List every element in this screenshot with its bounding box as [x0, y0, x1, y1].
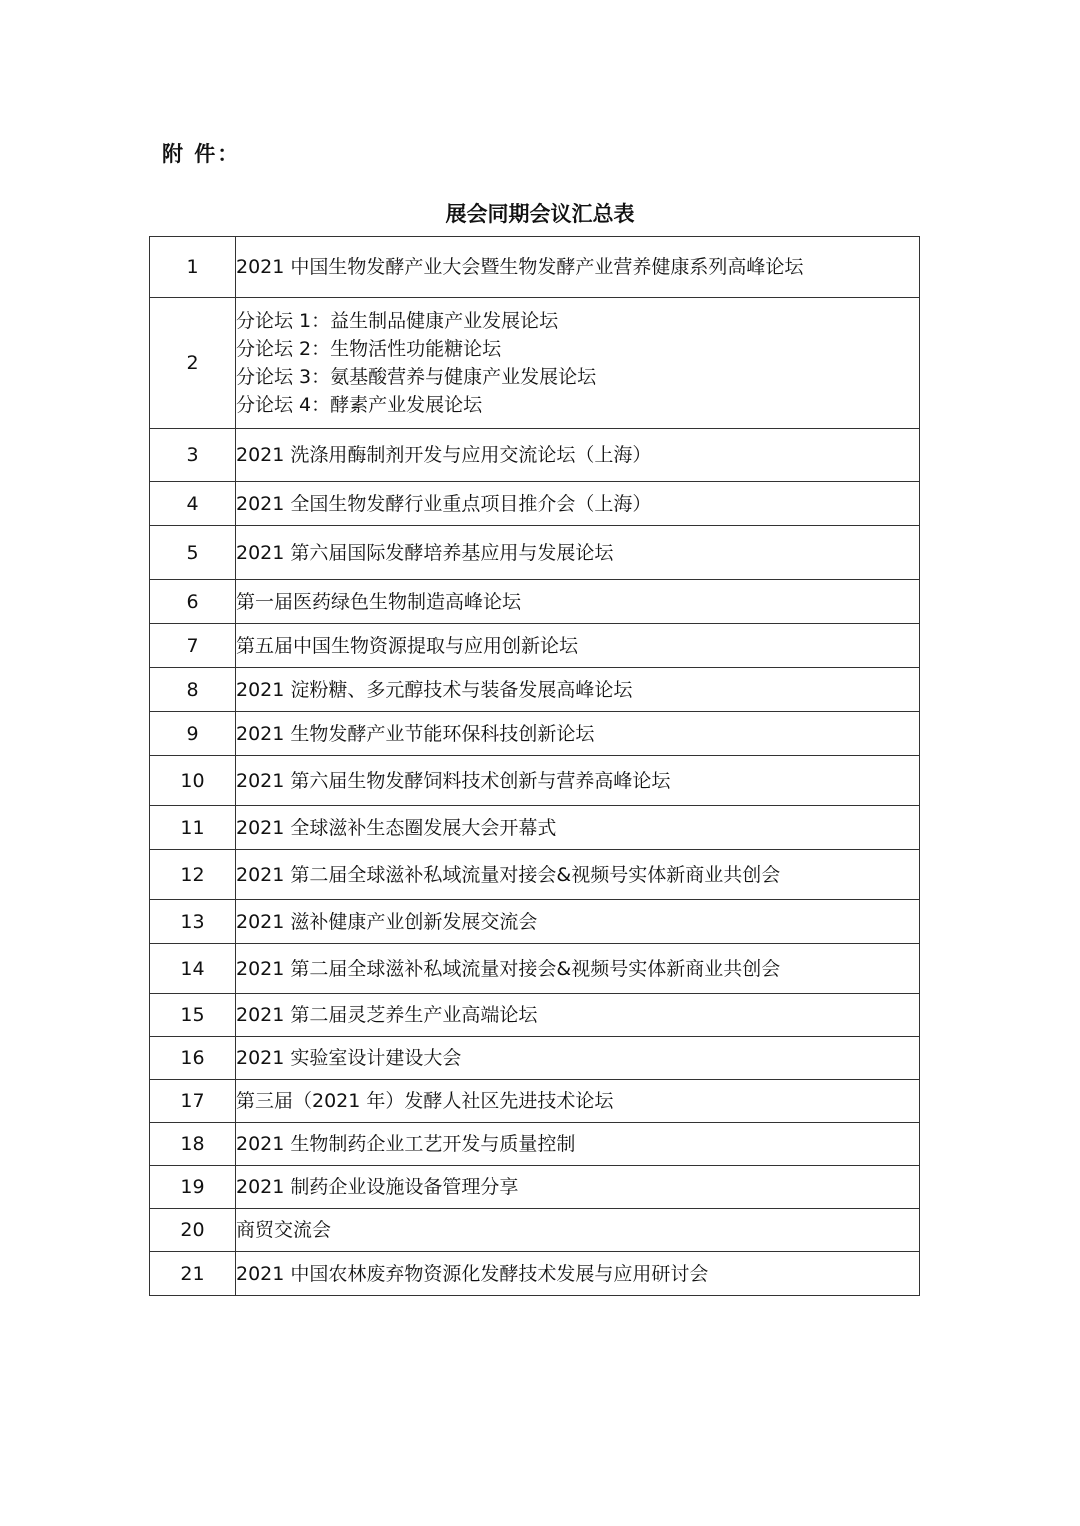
meeting-name: 2021 生物发酵产业节能环保科技创新论坛 [236, 722, 595, 745]
row-number: 10 [150, 756, 236, 806]
meeting-name-cell [236, 1166, 920, 1209]
table-row [150, 806, 920, 850]
meeting-name-cell [236, 1209, 920, 1252]
meeting-name: 2021 生物制药企业工艺开发与质量控制 [236, 1133, 576, 1155]
row-number: 1 [150, 237, 236, 298]
meeting-name-cell [236, 1252, 920, 1296]
table-body [150, 237, 920, 1296]
row-number: 16 [150, 1037, 236, 1080]
table-row [150, 429, 920, 482]
meeting-name: 2021 中国生物发酵产业大会暨生物发酵产业营养健康系列高峰论坛 [236, 256, 804, 278]
meeting-name: 2021 实验室设计建设大会 [236, 1047, 462, 1069]
table-row [150, 850, 920, 900]
row-number: 9 [150, 712, 236, 756]
meeting-name: 商贸交流会 [236, 1219, 332, 1241]
table-row [150, 298, 920, 429]
row-number: 11 [150, 806, 236, 850]
table-row [150, 994, 920, 1037]
table-row [150, 1123, 920, 1166]
meeting-name-cell [236, 429, 920, 482]
meeting-name-cell [236, 1123, 920, 1166]
table-row [150, 712, 920, 756]
table-row [150, 237, 920, 298]
meeting-name: 2021 制药企业设施设备管理分享 [236, 1176, 519, 1198]
table-row [150, 1209, 920, 1252]
meeting-name: 2021 全国生物发酵行业重点项目推介会（上海） [236, 492, 652, 515]
meeting-name-cell [236, 756, 920, 806]
meeting-name: 分论坛 2：生物活性功能糖论坛 [236, 338, 502, 360]
meeting-name-cell [236, 668, 920, 712]
table-row [150, 900, 920, 944]
meeting-name: 2021 中国农林废弃物资源化发酵技术发展与应用研讨会 [236, 1262, 709, 1285]
meeting-name-cell [236, 850, 920, 900]
row-number: 17 [150, 1080, 236, 1123]
row-number: 2 [150, 298, 236, 429]
meeting-summary-table [149, 236, 920, 1296]
row-number: 4 [150, 482, 236, 526]
meeting-name: 第五届中国生物资源提取与应用创新论坛 [236, 634, 579, 657]
row-number: 3 [150, 429, 236, 482]
table-row [150, 1037, 920, 1080]
meeting-name-cell [236, 482, 920, 526]
meeting-name: 2021 淀粉糖、多元醇技术与装备发展高峰论坛 [236, 678, 633, 701]
page-title: 展会同期会议汇总表 [445, 202, 635, 226]
meeting-name: 第三届（2021 年）发酵人社区先进技术论坛 [236, 1090, 614, 1112]
table-row [150, 482, 920, 526]
row-number: 13 [150, 900, 236, 944]
meeting-name-cell [236, 712, 920, 756]
meeting-name-cell [236, 237, 920, 298]
row-number: 7 [150, 624, 236, 668]
table-row [150, 756, 920, 806]
row-number: 19 [150, 1166, 236, 1209]
meeting-name-cell [236, 580, 920, 624]
table-row [150, 526, 920, 580]
meeting-name: 分论坛 4：酵素产业发展论坛 [236, 394, 483, 416]
row-number: 20 [150, 1209, 236, 1252]
table-row [150, 1080, 920, 1123]
table-row [150, 668, 920, 712]
meeting-name: 2021 第二届灵芝养生产业高端论坛 [236, 1004, 538, 1026]
meeting-name-cell [236, 944, 920, 994]
row-number: 15 [150, 994, 236, 1037]
row-number: 5 [150, 526, 236, 580]
row-number: 14 [150, 944, 236, 994]
meeting-name-cell [236, 1080, 920, 1123]
meeting-name: 第一届医药绿色生物制造高峰论坛 [236, 590, 522, 613]
meeting-name: 2021 全球滋补生态圈发展大会开幕式 [236, 816, 557, 839]
row-number: 6 [150, 580, 236, 624]
meeting-name-cell [236, 994, 920, 1037]
meeting-name: 2021 第六届国际发酵培养基应用与发展论坛 [236, 541, 614, 564]
meeting-name-cell [236, 298, 920, 429]
meeting-name: 分论坛 3：氨基酸营养与健康产业发展论坛 [236, 366, 597, 388]
meeting-name: 2021 第二届全球滋补私域流量对接会&视频号实体新商业共创会 [236, 863, 781, 886]
meeting-name-cell [236, 806, 920, 850]
meeting-name-cell [236, 624, 920, 668]
meeting-name: 分论坛 1：益生制品健康产业发展论坛 [236, 310, 559, 332]
row-number: 18 [150, 1123, 236, 1166]
meeting-name: 2021 第六届生物发酵饲料技术创新与营养高峰论坛 [236, 769, 671, 792]
meeting-name: 2021 第二届全球滋补私域流量对接会&视频号实体新商业共创会 [236, 957, 781, 980]
table-row [150, 1252, 920, 1296]
meeting-name-cell [236, 900, 920, 944]
meeting-name: 2021 滋补健康产业创新发展交流会 [236, 910, 538, 933]
row-number: 12 [150, 850, 236, 900]
attachment-label: 附 件： [162, 142, 241, 166]
row-number: 21 [150, 1252, 236, 1296]
row-number: 8 [150, 668, 236, 712]
table-row [150, 1166, 920, 1209]
meeting-name: 2021 洗涤用酶制剂开发与应用交流论坛（上海） [236, 444, 652, 466]
table-row [150, 944, 920, 994]
table-row [150, 624, 920, 668]
meeting-name-cell [236, 1037, 920, 1080]
meeting-name-cell [236, 526, 920, 580]
table-row [150, 580, 920, 624]
